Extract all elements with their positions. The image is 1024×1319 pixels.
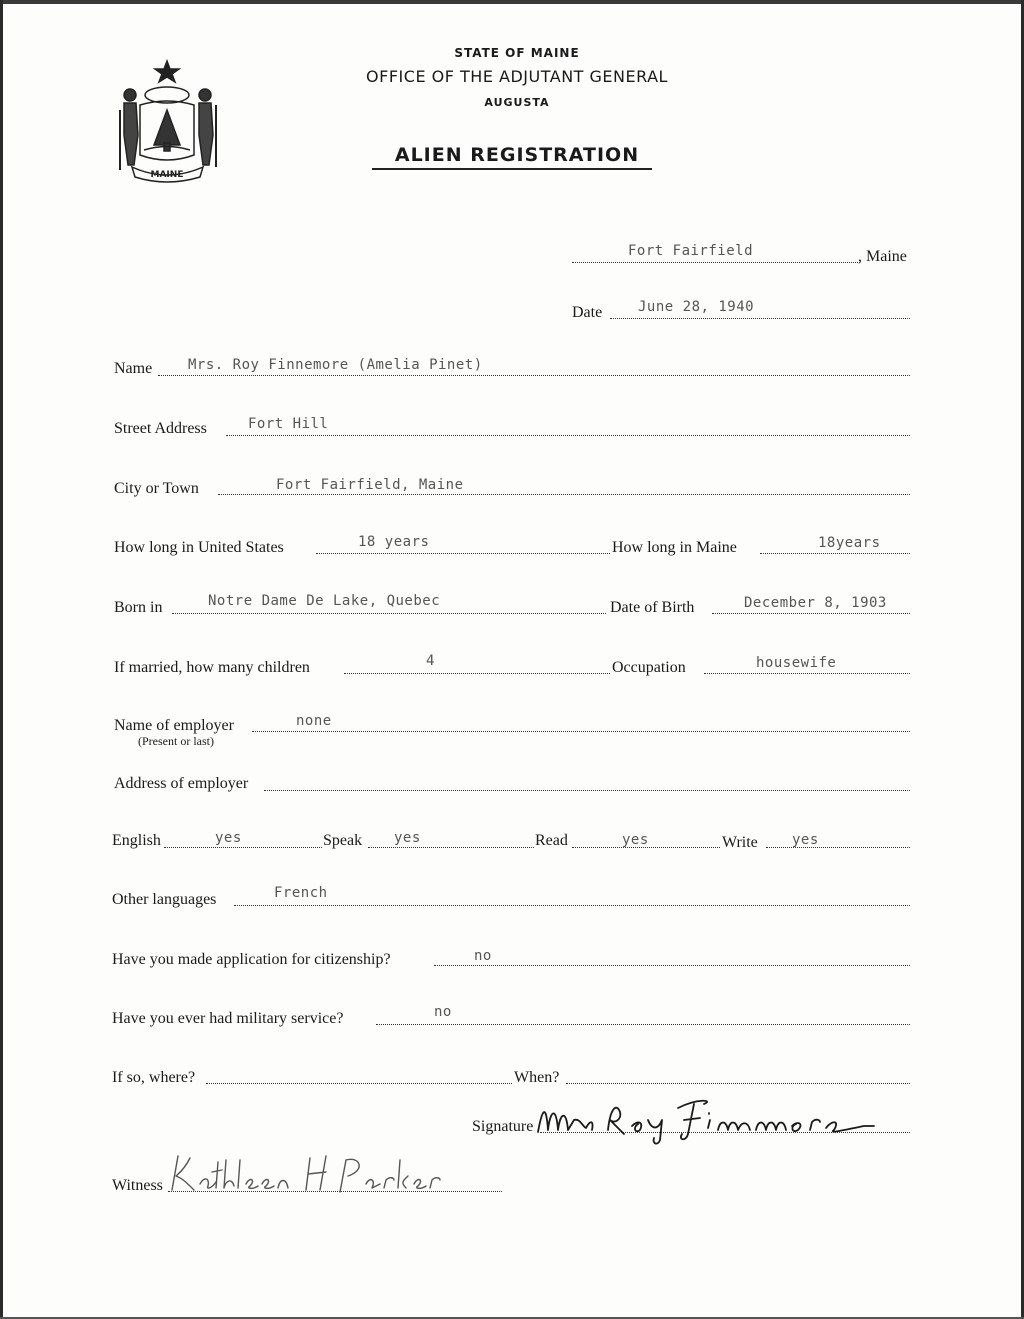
city-label: City or Town <box>114 480 199 497</box>
other-languages-label: Other languages <box>112 891 217 908</box>
date-label: Date <box>572 304 603 321</box>
write-line <box>766 847 910 848</box>
signature-label: Signature <box>472 1118 534 1135</box>
occupation-value[interactable]: housewife <box>756 655 837 671</box>
witness-handwriting[interactable] <box>160 1148 460 1198</box>
state-label: , Maine <box>858 248 907 265</box>
employer-address-line <box>264 790 910 791</box>
english-line <box>164 847 322 848</box>
occupation-line <box>704 673 910 674</box>
header-city: AUGUSTA <box>484 96 550 109</box>
write-label: Write <box>722 834 758 851</box>
read-value[interactable]: yes <box>622 832 649 848</box>
date-value[interactable]: June 28, 1940 <box>638 299 755 315</box>
header-state: STATE OF MAINE <box>454 46 580 60</box>
children-label: If married, how many children <box>114 659 310 676</box>
other-languages-line <box>234 905 910 906</box>
form-title: ALIEN REGISTRATION <box>394 144 640 166</box>
us-duration-label: How long in United States <box>114 539 284 556</box>
military-value[interactable]: no <box>434 1004 452 1020</box>
english-value[interactable]: yes <box>215 830 242 846</box>
english-label: English <box>112 832 161 849</box>
dob-label: Date of Birth <box>610 599 695 616</box>
born-value[interactable]: Notre Dame De Lake, Quebec <box>208 593 441 609</box>
name-value[interactable]: Mrs. Roy Finnemore (Amelia Pinet) <box>188 357 483 373</box>
other-languages-value[interactable]: French <box>274 885 328 901</box>
born-label: Born in <box>114 599 163 616</box>
seal-ribbon-text: MAINE <box>150 170 184 180</box>
born-line <box>172 613 606 614</box>
us-duration-line <box>316 553 610 554</box>
maine-duration-value[interactable]: 18years <box>818 535 881 551</box>
city-line <box>218 494 910 495</box>
maine-duration-label: How long in Maine <box>612 539 737 556</box>
city-value[interactable]: Fort Fairfield, Maine <box>276 477 464 493</box>
citizenship-label: Have you made application for citizenship? <box>112 951 391 968</box>
speak-label: Speak <box>323 832 363 849</box>
military-line <box>376 1024 910 1025</box>
name-label: Name <box>114 360 153 377</box>
witness-label: Witness <box>112 1177 163 1194</box>
children-value[interactable]: 4 <box>426 653 435 669</box>
read-label: Read <box>535 832 568 849</box>
employer-label: Name of employer <box>114 717 234 734</box>
town-value[interactable]: Fort Fairfield <box>628 243 754 259</box>
date-line <box>610 318 910 319</box>
town-line <box>572 262 860 263</box>
maine-duration-line <box>760 553 910 554</box>
scan-edge-left <box>0 0 3 1319</box>
citizenship-value[interactable]: no <box>474 948 492 964</box>
street-value[interactable]: Fort Hill <box>248 416 329 432</box>
employer-sublabel: (Present or last) <box>138 734 214 748</box>
employer-line <box>252 731 910 732</box>
children-line <box>344 673 610 674</box>
street-label: Street Address <box>114 420 207 437</box>
occupation-label: Occupation <box>612 659 686 676</box>
scan-edge-top <box>0 0 1024 4</box>
dob-line <box>712 613 910 614</box>
title-underline <box>372 168 652 170</box>
name-line <box>158 375 910 376</box>
citizenship-line <box>434 965 910 966</box>
where-line <box>206 1083 512 1084</box>
us-duration-value[interactable]: 18 years <box>358 534 430 550</box>
speak-value[interactable]: yes <box>394 830 421 846</box>
write-value[interactable]: yes <box>792 832 819 848</box>
signature-handwriting[interactable] <box>528 1090 898 1150</box>
military-label: Have you ever had military service? <box>112 1010 344 1027</box>
employer-value[interactable]: none <box>296 713 332 729</box>
speak-line <box>368 847 534 848</box>
dob-value[interactable]: December 8, 1903 <box>744 595 887 611</box>
where-label: If so, where? <box>112 1069 196 1086</box>
when-label: When? <box>514 1069 560 1086</box>
street-line <box>226 435 910 436</box>
employer-address-label: Address of employer <box>114 775 249 792</box>
when-line <box>566 1083 910 1084</box>
header-office: OFFICE OF THE ADJUTANT GENERAL <box>366 67 668 86</box>
